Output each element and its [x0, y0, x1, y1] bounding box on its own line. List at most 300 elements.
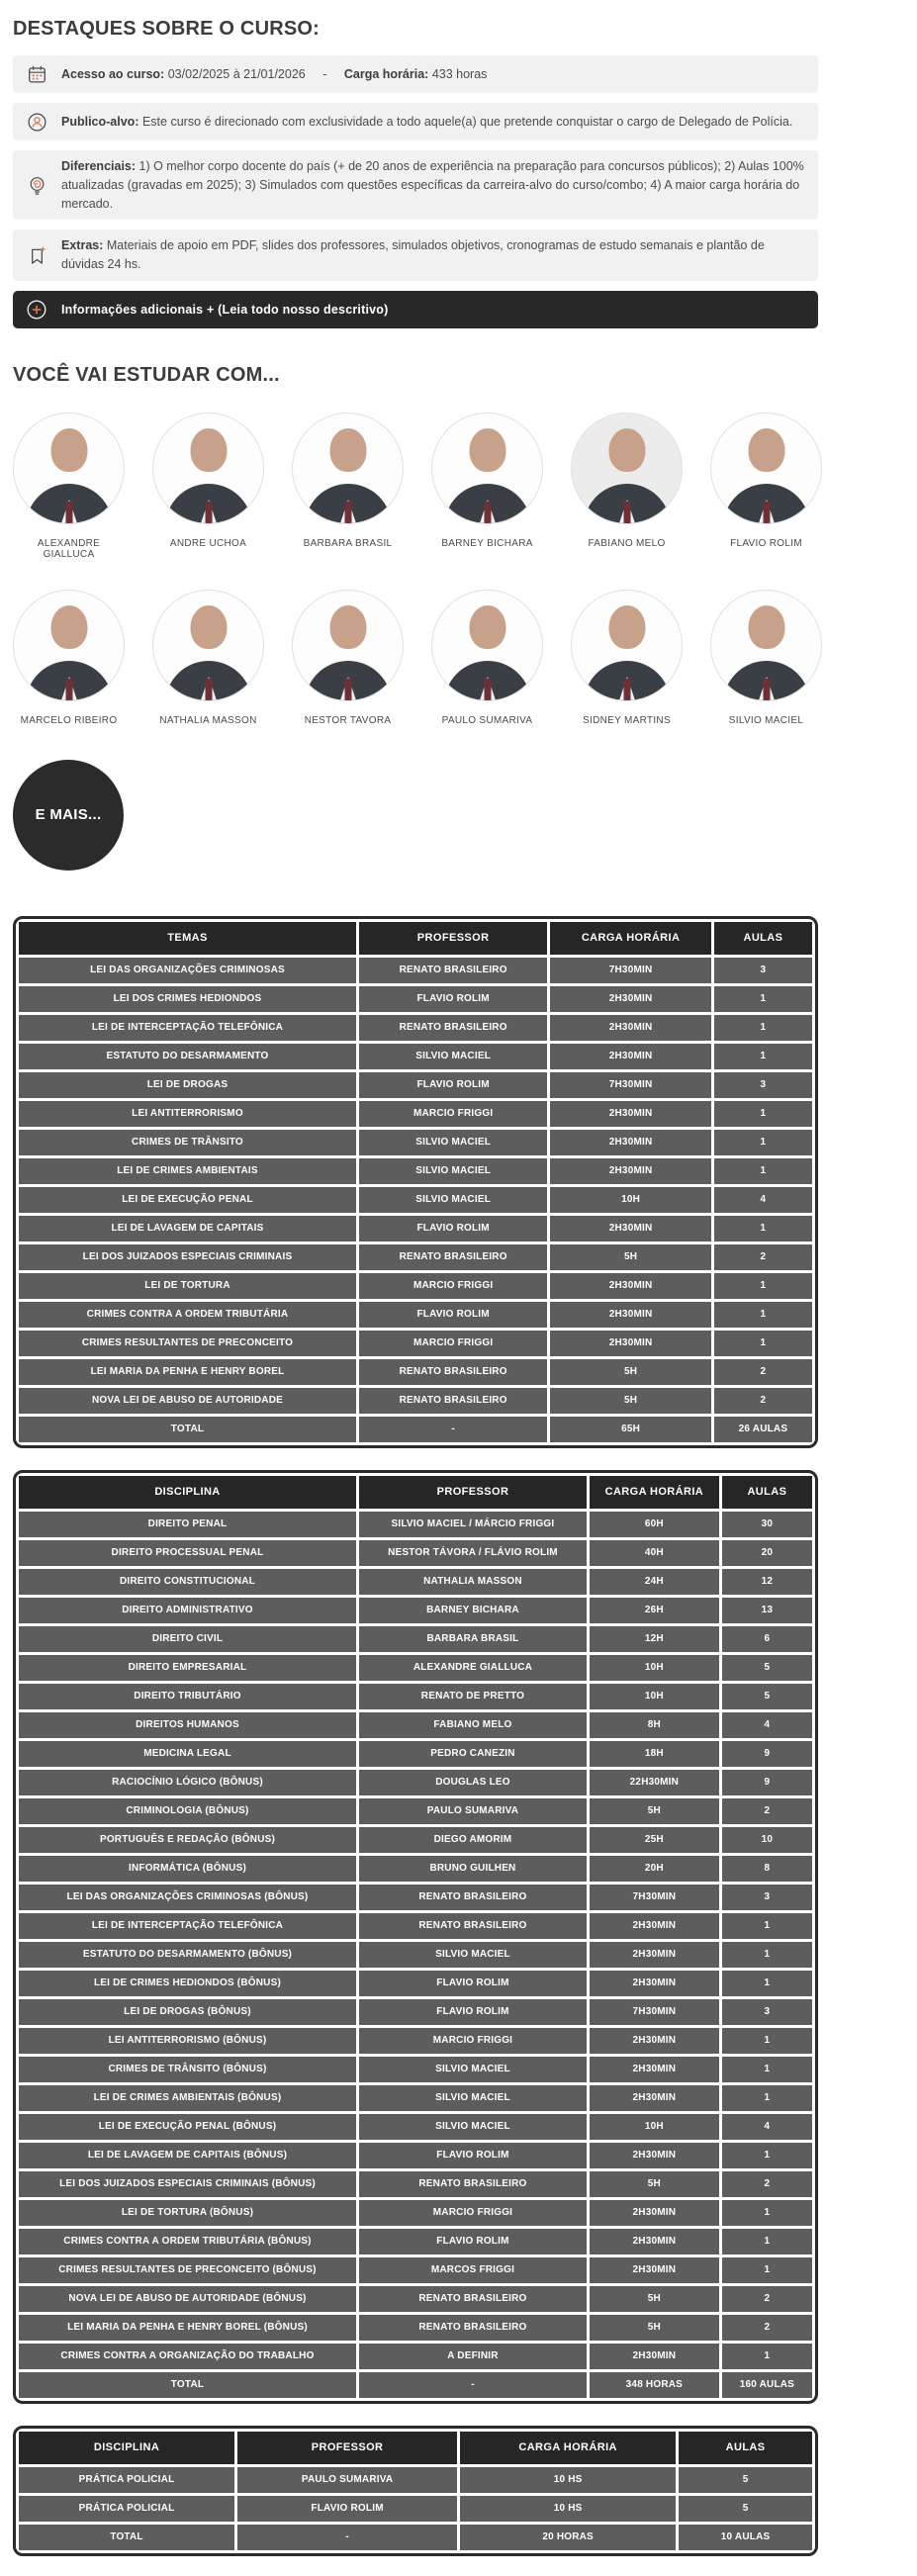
table-cell: CRIMES RESULTANTES DE PRECONCEITO (BÔNUS)	[19, 2257, 356, 2283]
table-cell: 3	[714, 1072, 812, 1098]
table-cell: DIEGO AMORIM	[359, 1827, 587, 1853]
table-cell: DIREITO EMPRESARIAL	[19, 1655, 356, 1681]
table-cell: 2H30MIN	[590, 1942, 719, 1968]
table-total-cell: -	[359, 1417, 547, 1442]
table-row	[19, 1655, 812, 1681]
table-cell: 10 HS	[460, 2496, 676, 2522]
table-row	[19, 1540, 812, 1566]
table-cell: 26H	[590, 1598, 719, 1623]
instructor-card	[431, 413, 543, 560]
table-cell: 2	[714, 1359, 812, 1385]
table-cell: FLAVIO ROLIM	[359, 2143, 587, 2168]
table-cell: 1	[714, 1302, 812, 1328]
table-cell: 3	[722, 1885, 812, 1910]
table-cell: MARCIO FRIGGI	[359, 2200, 587, 2226]
instructor-photo	[13, 413, 125, 524]
table-cell: LEI MARIA DA PENHA E HENRY BOREL	[19, 1359, 356, 1385]
table-cell: CRIMES DE TRÂNSITO (BÔNUS)	[19, 2057, 356, 2082]
table-row	[19, 2286, 812, 2312]
table-cell: FLAVIO ROLIM	[237, 2496, 457, 2522]
course-tables	[13, 916, 818, 2556]
table-cell: BRUNO GUILHEN	[359, 1856, 587, 1882]
instructor-card	[710, 413, 822, 560]
table-row	[19, 1015, 812, 1041]
table-cell: LEI DE DROGAS	[19, 1072, 356, 1098]
table-cell: BARNEY BICHARA	[359, 1598, 587, 1623]
table-cell: 5H	[590, 2315, 719, 2341]
table-row	[19, 1101, 812, 1127]
table-cell: BARBARA BRASIL	[359, 1626, 587, 1652]
table-header-row	[19, 2432, 812, 2464]
table-cell: PAULO SUMARIVA	[237, 2467, 457, 2493]
instructor-photo	[571, 590, 683, 701]
table-cell: 5	[722, 1655, 812, 1681]
calendar-icon	[25, 62, 48, 86]
instructor-photo	[292, 413, 404, 524]
highlight-row	[13, 150, 818, 220]
table-cell: 1	[722, 2057, 812, 2082]
table-cell: LEI DAS ORGANIZAÇÕES CRIMINOSAS (BÔNUS)	[19, 1885, 356, 1910]
table-cell: LEI DE CRIMES AMBIENTAIS (BÔNUS)	[19, 2085, 356, 2111]
table-cell: 1	[714, 1331, 812, 1356]
instructor-photo	[13, 590, 125, 701]
table-cell: 2H30MIN	[590, 1913, 719, 1939]
table-row	[19, 958, 812, 983]
highlight-row	[13, 103, 818, 140]
table-cell: 2H30MIN	[590, 1971, 719, 1996]
table-row	[19, 2143, 812, 2168]
instructor-name: NESTOR TAVORA	[304, 714, 392, 726]
instructor-card	[292, 413, 404, 560]
instructor-card	[13, 590, 125, 726]
table-cell: 1	[714, 1044, 812, 1069]
instructors-grid	[13, 413, 818, 726]
table-cell: ESTATUTO DO DESARMAMENTO (BÔNUS)	[19, 1942, 356, 1968]
table-cell: MARCIO FRIGGI	[359, 1331, 547, 1356]
highlights-heading: DESTAQUES SOBRE O CURSO:	[13, 18, 321, 40]
table-cell: 8H	[590, 1712, 719, 1738]
table-row	[19, 2257, 812, 2283]
table-cell: LEI MARIA DA PENHA E HENRY BOREL (BÔNUS)	[19, 2315, 356, 2341]
table-row	[19, 2057, 812, 2082]
table-cell: 4	[714, 1187, 812, 1213]
more-instructors-label: E MAIS...	[35, 806, 102, 824]
table-cell: 5	[679, 2496, 812, 2522]
table-row	[19, 1770, 812, 1795]
table-cell: 1	[722, 2344, 812, 2369]
table-row	[19, 1598, 812, 1623]
table-cell: 10H	[590, 2114, 719, 2140]
table-cell: CRIMES DE TRÂNSITO	[19, 1130, 356, 1155]
table-cell: LEI DOS JUIZADOS ESPECIAIS CRIMINAIS (BÔNUS)	[19, 2171, 356, 2197]
table-cell: 4	[722, 2114, 812, 2140]
table-cell: PRÁTICA POLICIAL	[19, 2467, 234, 2493]
more-instructors-badge	[13, 760, 124, 871]
instructor-photo	[292, 590, 404, 701]
table-cell: 1	[722, 2028, 812, 2054]
instructor-name: SILVIO MACIEL	[728, 714, 804, 726]
table-row	[19, 1798, 812, 1824]
table-total-row	[19, 2372, 812, 2398]
table-cell: SILVIO MACIEL	[359, 1044, 547, 1069]
table-header-row	[19, 1476, 812, 1509]
table-cell: LEI DE CRIMES HEDIONDOS (BÔNUS)	[19, 1971, 356, 1996]
table-row	[19, 986, 812, 1012]
column-header: DISCIPLINA	[19, 1476, 356, 1509]
table-row	[19, 1885, 812, 1910]
table-cell: RENATO DE PRETTO	[359, 1684, 587, 1709]
additional-info-bar[interactable]	[13, 291, 818, 328]
table-row	[19, 1331, 812, 1356]
table-cell: SILVIO MACIEL / MÁRCIO FRIGGI	[359, 1512, 587, 1537]
table-cell: 3	[714, 958, 812, 983]
column-header: PROFESSOR	[359, 922, 547, 955]
instructor-name: NATHALIA MASSON	[159, 714, 257, 726]
course-table	[13, 2426, 818, 2556]
table-cell: FLAVIO ROLIM	[359, 1302, 547, 1328]
table-row	[19, 1942, 812, 1968]
table-cell: 18H	[590, 1741, 719, 1767]
table-cell: 30	[722, 1512, 812, 1537]
table-cell: 5H	[590, 2171, 719, 2197]
table-cell: RENATO BRASILEIRO	[359, 1913, 587, 1939]
table-cell: 1	[722, 2200, 812, 2226]
highlights-section	[13, 55, 818, 281]
table-cell: LEI DOS CRIMES HEDIONDOS	[19, 986, 356, 1012]
table-row	[19, 1626, 812, 1652]
table-row	[19, 2171, 812, 2197]
table-cell: INFORMÁTICA (BÔNUS)	[19, 1856, 356, 1882]
table-cell: MARCIO FRIGGI	[359, 2028, 587, 2054]
table-cell: 1	[714, 1101, 812, 1127]
table-total-cell: -	[359, 2372, 587, 2398]
table-cell: NOVA LEI DE ABUSO DE AUTORIDADE (BÔNUS)	[19, 2286, 356, 2312]
table-cell: 1	[722, 1913, 812, 1939]
table-cell: PRÁTICA POLICIAL	[19, 2496, 234, 2522]
table-cell: 2H30MIN	[590, 2229, 719, 2254]
user-circle-icon	[25, 110, 48, 134]
table-cell: LEI DE TORTURA	[19, 1273, 356, 1299]
table-cell: 2H30MIN	[590, 2057, 719, 2082]
table-row	[19, 1913, 812, 1939]
course-table	[13, 916, 818, 1448]
table-total-cell: TOTAL	[19, 1417, 356, 1442]
table-row	[19, 2315, 812, 2341]
table-cell: RENATO BRASILEIRO	[359, 1885, 587, 1910]
table-cell: LEI DE INTERCEPTAÇÃO TELEFÔNICA	[19, 1015, 356, 1041]
instructor-name: FLAVIO ROLIM	[730, 537, 802, 549]
table-cell: RACIOCÍNIO LÓGICO (BÔNUS)	[19, 1770, 356, 1795]
table-cell: 1	[714, 1216, 812, 1242]
table-cell: CRIMES CONTRA A ORGANIZAÇÃO DO TRABALHO	[19, 2344, 356, 2369]
table-cell: PAULO SUMARIVA	[359, 1798, 587, 1824]
table-cell: 2H30MIN	[550, 1302, 711, 1328]
table-cell: 1	[722, 1971, 812, 1996]
highlight-row	[13, 55, 818, 93]
instructor-photo	[571, 413, 683, 524]
table-cell: 2H30MIN	[550, 1101, 711, 1127]
table-cell: LEI DAS ORGANIZAÇÕES CRIMINOSAS	[19, 958, 356, 983]
instructor-photo	[152, 413, 264, 524]
table-cell: LEI ANTITERRORISMO (BÔNUS)	[19, 2028, 356, 2054]
table-cell: 2H30MIN	[590, 2143, 719, 2168]
instructors-heading: VOCÊ VAI ESTUDAR COM...	[13, 363, 280, 386]
highlight-text: Acesso ao curso: 03/02/2025 à 21/01/2026 - Carga horária: 433 horas	[61, 66, 488, 81]
table-cell: RENATO BRASILEIRO	[359, 1388, 547, 1414]
table-row	[19, 1512, 812, 1537]
table-cell: 5	[679, 2467, 812, 2493]
table-cell: FLAVIO ROLIM	[359, 1999, 587, 2025]
instructor-card	[571, 413, 683, 560]
table-cell: LEI DE EXECUÇÃO PENAL (BÔNUS)	[19, 2114, 356, 2140]
table-total-cell: 65H	[550, 1417, 711, 1442]
instructor-photo	[710, 590, 822, 701]
table-total-row	[19, 1417, 812, 1442]
table-cell: 25H	[590, 1827, 719, 1853]
table-header-row	[19, 922, 812, 955]
table-cell: 60H	[590, 1512, 719, 1537]
table-cell: 10H	[590, 1684, 719, 1709]
table-cell: A DEFINIR	[359, 2344, 587, 2369]
table-total-cell: TOTAL	[19, 2372, 356, 2398]
column-header: PROFESSOR	[237, 2432, 457, 2464]
table-cell: RENATO BRASILEIRO	[359, 2286, 587, 2312]
table-cell: 1	[714, 1130, 812, 1155]
column-header: PROFESSOR	[359, 1476, 587, 1509]
table-cell: 10H	[590, 1655, 719, 1681]
table-cell: LEI DOS JUIZADOS ESPECIAIS CRIMINAIS	[19, 1244, 356, 1270]
table-cell: 2H30MIN	[550, 1130, 711, 1155]
table-total-cell: TOTAL	[19, 2525, 234, 2550]
table-cell: DIREITO CONSTITUCIONAL	[19, 1569, 356, 1595]
table-cell: CRIMES CONTRA A ORDEM TRIBUTÁRIA	[19, 1302, 356, 1328]
table-cell: 5H	[550, 1388, 711, 1414]
table-cell: FLAVIO ROLIM	[359, 1216, 547, 1242]
table-cell: 1	[722, 2257, 812, 2283]
table-cell: 5	[722, 1684, 812, 1709]
table-cell: 2H30MIN	[550, 1216, 711, 1242]
table-cell: 2H30MIN	[590, 2085, 719, 2111]
table-row	[19, 1999, 812, 2025]
table-cell: 5H	[590, 2286, 719, 2312]
table-row	[19, 2114, 812, 2140]
table-cell: MARCIO FRIGGI	[359, 1101, 547, 1127]
table-cell: 2H30MIN	[590, 2344, 719, 2369]
table-cell: 10H	[550, 1187, 711, 1213]
table-cell: 1	[722, 2229, 812, 2254]
table-cell: SILVIO MACIEL	[359, 1130, 547, 1155]
table-cell: 6	[722, 1626, 812, 1652]
table-cell: SILVIO MACIEL	[359, 2057, 587, 2082]
table-cell: LEI DE CRIMES AMBIENTAIS	[19, 1158, 356, 1184]
table-row	[19, 2344, 812, 2369]
table-cell: 2H30MIN	[550, 1044, 711, 1069]
table-cell: SILVIO MACIEL	[359, 1187, 547, 1213]
column-header: DISCIPLINA	[19, 2432, 234, 2464]
table-cell: DIREITO ADMINISTRATIVO	[19, 1598, 356, 1623]
table-cell: 2H30MIN	[590, 2200, 719, 2226]
table-row	[19, 2467, 812, 2493]
highlight-text: Diferenciais: 1) O melhor corpo docente do país (+ de 20 anos de experiência na preparação para concursos públicos); 2) Aulas 100% atualizadas (gravadas em 2025); 3) Simulados com questões específicas da carreira-alvo do curso/combo; 4) A maior carga horária do mercado.	[61, 159, 804, 211]
table-row	[19, 1216, 812, 1242]
column-header: CARGA HORÁRIA	[460, 2432, 676, 2464]
table-cell: SILVIO MACIEL	[359, 2114, 587, 2140]
table-cell: FLAVIO ROLIM	[359, 1072, 547, 1098]
table-cell: SILVIO MACIEL	[359, 1942, 587, 1968]
table-cell: 20H	[590, 1856, 719, 1882]
table-cell: 9	[722, 1770, 812, 1795]
table-cell: 10	[722, 1827, 812, 1853]
instructor-photo	[431, 413, 543, 524]
table-cell: 12	[722, 1569, 812, 1595]
table-cell: 2	[722, 2171, 812, 2197]
table-row	[19, 1072, 812, 1098]
instructor-name: SIDNEY MARTINS	[583, 714, 671, 726]
table-cell: LEI DE INTERCEPTAÇÃO TELEFÔNICA	[19, 1913, 356, 1939]
instructor-photo	[431, 590, 543, 701]
table-cell: 1	[722, 1942, 812, 1968]
table-total-row	[19, 2525, 812, 2550]
table-cell: 13	[722, 1598, 812, 1623]
table-cell: CRIMINOLOGIA (BÔNUS)	[19, 1798, 356, 1824]
column-header: CARGA HORÁRIA	[550, 922, 711, 955]
table-row	[19, 1044, 812, 1069]
table-cell: CRIMES CONTRA A ORDEM TRIBUTÁRIA (BÔNUS)	[19, 2229, 356, 2254]
table-cell: 1	[722, 2085, 812, 2111]
table-cell: LEI DE EXECUÇÃO PENAL	[19, 1187, 356, 1213]
table-cell: 2	[722, 2315, 812, 2341]
table-cell: PEDRO CANEZIN	[359, 1741, 587, 1767]
table-cell: CRIMES RESULTANTES DE PRECONCEITO	[19, 1331, 356, 1356]
table-cell: RENATO BRASILEIRO	[359, 2315, 587, 2341]
table-cell: 12H	[590, 1626, 719, 1652]
table-cell: DIREITOS HUMANOS	[19, 1712, 356, 1738]
additional-info-label: Informações adicionais + (Leia todo nosso descritivo)	[61, 302, 389, 317]
highlight-row	[13, 230, 818, 281]
table-cell: 4	[722, 1712, 812, 1738]
table-cell: 2H30MIN	[590, 2028, 719, 2054]
instructor-card	[431, 590, 543, 726]
table-row	[19, 1388, 812, 1414]
table-cell: 1	[714, 1273, 812, 1299]
instructor-card	[571, 590, 683, 726]
instructor-name: ALEXANDRE GIALLUCA	[37, 537, 101, 560]
course-table	[13, 1470, 818, 2404]
table-row	[19, 1130, 812, 1155]
table-cell: RENATO BRASILEIRO	[359, 1359, 547, 1385]
table-cell: ESTATUTO DO DESARMAMENTO	[19, 1044, 356, 1069]
lightbulb-icon	[25, 173, 48, 197]
plus-circle-icon	[25, 298, 48, 322]
table-cell: FLAVIO ROLIM	[359, 2229, 587, 2254]
table-cell: 3	[722, 1999, 812, 2025]
table-cell: SILVIO MACIEL	[359, 2085, 587, 2111]
instructor-name: MARCELO RIBEIRO	[20, 714, 118, 726]
table-cell: 2H30MIN	[550, 986, 711, 1012]
instructor-card	[13, 413, 125, 560]
table-row	[19, 2496, 812, 2522]
table-cell: 10 HS	[460, 2467, 676, 2493]
table-cell: 7H30MIN	[590, 1885, 719, 1910]
table-row	[19, 1273, 812, 1299]
table-cell: RENATO BRASILEIRO	[359, 1015, 547, 1041]
highlight-text: Publico-alvo: Este curso é direcionado com exclusividade a todo aquele(a) que pretende conquistar o cargo de Delegado de Polícia.	[61, 114, 793, 129]
table-cell: DIREITO TRIBUTÁRIO	[19, 1684, 356, 1709]
table-cell: 2H30MIN	[590, 2257, 719, 2283]
table-cell: NOVA LEI DE ABUSO DE AUTORIDADE	[19, 1388, 356, 1414]
table-cell: FLAVIO ROLIM	[359, 1971, 587, 1996]
table-row	[19, 2085, 812, 2111]
table-cell: LEI DE TORTURA (BÔNUS)	[19, 2200, 356, 2226]
table-cell: 7H30MIN	[590, 1999, 719, 2025]
table-total-cell: 20 HORAS	[460, 2525, 676, 2550]
table-total-cell: 160 AULAS	[722, 2372, 812, 2398]
table-cell: 7H30MIN	[550, 958, 711, 983]
table-cell: 22H30MIN	[590, 1770, 719, 1795]
column-header: CARGA HORÁRIA	[590, 1476, 719, 1509]
table-row	[19, 1827, 812, 1853]
table-row	[19, 1302, 812, 1328]
table-cell: 8	[722, 1856, 812, 1882]
instructor-name: PAULO SUMARIVA	[441, 714, 533, 726]
table-total-cell: 10 AULAS	[679, 2525, 812, 2550]
instructor-name: FABIANO MELO	[588, 537, 666, 549]
table-total-cell: -	[237, 2525, 457, 2550]
highlight-text: Extras: Materiais de apoio em PDF, slides dos professores, simulados objetivos, cronogramas de estudo semanais e plantão de dúvidas 24 hs.	[61, 238, 765, 271]
table-cell: LEI ANTITERRORISMO	[19, 1101, 356, 1127]
table-cell: 2	[714, 1388, 812, 1414]
table-row	[19, 2028, 812, 2054]
table-cell: 2H30MIN	[550, 1273, 711, 1299]
table-cell: 2H30MIN	[550, 1331, 711, 1356]
table-cell: RENATO BRASILEIRO	[359, 958, 547, 983]
instructor-card	[152, 590, 264, 726]
column-header: AULAS	[714, 922, 812, 955]
instructor-card	[152, 413, 264, 560]
instructor-photo	[710, 413, 822, 524]
table-cell: NESTOR TÁVORA / FLÁVIO ROLIM	[359, 1540, 587, 1566]
table-total-cell: 348 HORAS	[590, 2372, 719, 2398]
instructor-name: ANDRE UCHOA	[169, 537, 247, 549]
table-total-cell: 26 AULAS	[714, 1417, 812, 1442]
column-header: AULAS	[722, 1476, 812, 1509]
table-row	[19, 2200, 812, 2226]
column-header: TEMAS	[19, 922, 356, 955]
table-cell: RENATO BRASILEIRO	[359, 2171, 587, 2197]
table-cell: 9	[722, 1741, 812, 1767]
table-cell: NATHALIA MASSON	[359, 1569, 587, 1595]
table-cell: 2H30MIN	[550, 1015, 711, 1041]
table-cell: 5H	[590, 1798, 719, 1824]
table-cell: MARCIO FRIGGI	[359, 1273, 547, 1299]
table-cell: LEI DE LAVAGEM DE CAPITAIS (BÔNUS)	[19, 2143, 356, 2168]
table-row	[19, 1712, 812, 1738]
table-row	[19, 1158, 812, 1184]
table-cell: 2	[722, 1798, 812, 1824]
table-cell: 1	[722, 2143, 812, 2168]
table-cell: LEI DE DROGAS (BÔNUS)	[19, 1999, 356, 2025]
table-cell: 2	[714, 1244, 812, 1270]
bookmark-plus-icon	[25, 243, 48, 267]
table-cell: 20	[722, 1540, 812, 1566]
table-cell: DIREITO PROCESSUAL PENAL	[19, 1540, 356, 1566]
table-cell: 1	[714, 1015, 812, 1041]
table-cell: 7H30MIN	[550, 1072, 711, 1098]
table-row	[19, 1187, 812, 1213]
table-cell: DIREITO PENAL	[19, 1512, 356, 1537]
column-header: AULAS	[679, 2432, 812, 2464]
table-row	[19, 1856, 812, 1882]
